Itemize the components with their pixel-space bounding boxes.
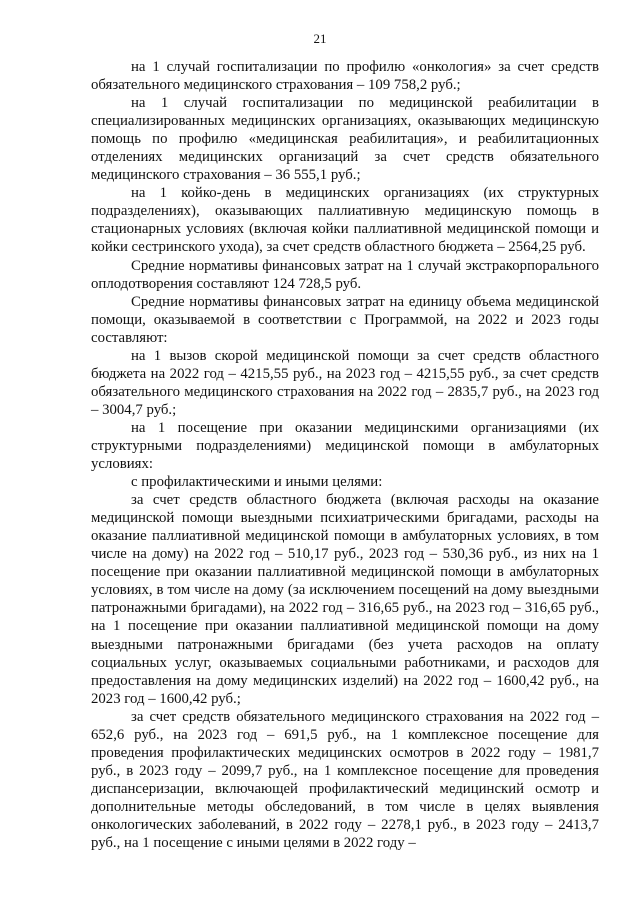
paragraph-ambulance-call: на 1 вызов скорой медицинской помощи за счет средств областного бюджета на 2022 год – 4215,55 руб., на 2023 год – 4215,55 руб., за счет средств обязательного медицинского страхования на 2022 год – 2835,7 руб., на 2023 год – 3004,7 руб.; <box>91 347 599 418</box>
document-body <box>91 58 599 852</box>
paragraph-regional-budget-visits: за счет средств областного бюджета (включая расходы на оказание медицинской помощи выездными психиатрическими бригадами, расходы на оказание паллиативной медицинской помощи в амбулаторных условиях, в том числе на дому) на 2022 год – 510,17 руб., 2023 год – 530,36 руб., из них на 1 посещение при оказании паллиативной медицинской помощи в амбулаторных условиях, в том числе на дому (за исключением посещений на дому выездными патронажными бригадами), на 2022 год – 316,65 руб., на 2023 год – 316,65 руб., на 1 посещение при оказании паллиативной медицинской помощи на дому выездными патронажными бригадами (без учета расходов на оплату социальных услуг, оказываемых социальными работниками, и расходов для предоставления на дому медицинских изделий) на 2022 год – 1600,42 руб., на 2023 год – 1600,42 руб.; <box>91 492 599 707</box>
paragraph-preventive-purposes: с профилактическими и иными целями: <box>131 474 383 491</box>
paragraph-outpatient-visit: на 1 посещение при оказании медицинскими организациями (их структурными подразделениями) медицинской помощи в амбулаторных условиях: <box>91 419 599 473</box>
paragraph-unit-cost-intro: Средние нормативы финансовых затрат на единицу объема медицинской помощи, оказываемой в соответствии с Программой, на 2022 и 2023 годы составляют: <box>91 293 599 346</box>
page-number: 21 <box>313 31 327 46</box>
paragraph-oms-visits: за счет средств обязательного медицинского страхования на 2022 год – 652,6 руб., на 2023 год – 691,5 руб., на 1 комплексное посещение для проведения профилактических медицинских осмотров в 2022 году – 1981,7 руб., в 2023 году – 2099,7 руб., на 1 комплексное посещение для проведения диспансеризации, включающей профилактический медицинский осмотр и дополнительные методы обследований, в том числе в целях выявления онкологических заболеваний, в 2022 году – 2278,1 руб., в 2023 году – 2413,7 руб., на 1 посещение с иными целями в 2022 году – <box>91 708 599 852</box>
paragraph-ivf-cost: Средние нормативы финансовых затрат на 1 случай экстракорпорального оплодотворения составляют 124 728,5 руб. <box>91 257 599 292</box>
paragraph-oncology-hospitalization: на 1 случай госпитализации по профилю «онкология» за счет средств обязательного медицинского страхования – 109 758,2 руб.; <box>91 59 599 94</box>
paragraph-palliative-bed-day: на 1 койко-день в медицинских организациях (их структурных подразделениях), оказывающих паллиативную медицинскую помощь в стационарных условиях (включая койки паллиативной медицинской помощи и койки сестринского ухода), за счет средств областного бюджета – 2564,25 руб. <box>91 185 599 256</box>
paragraph-rehabilitation-hospitalization: на 1 случай госпитализации по медицинской реабилитации в специализированных медицинских организациях, оказывающих медицинскую помощь по профилю «медицинская реабилитация», и реабилитационных отделениях медицинских организаций за счет средств обязательного медицинского страхования – 36 555,1 руб.; <box>91 95 599 184</box>
